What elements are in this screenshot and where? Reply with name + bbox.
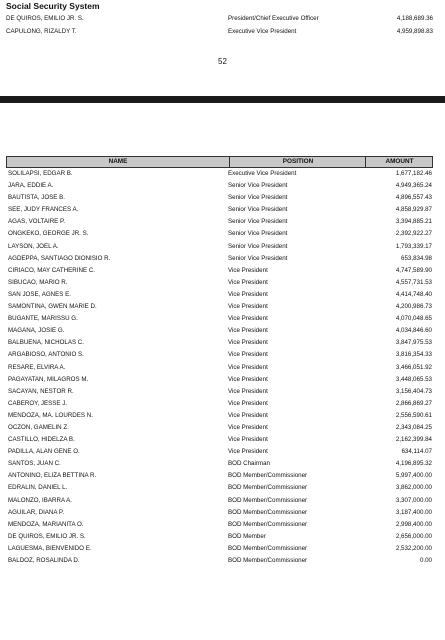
cell-position: BOD Member/Commissioner <box>228 520 308 528</box>
cell-position: Vice President <box>228 436 268 444</box>
cell-position: Vice President <box>228 351 268 359</box>
table-row <box>6 325 433 337</box>
cell-position: BOD Member/Commissioner <box>228 484 308 492</box>
cell-name: CIRIACO, MAY CATHERINE C. <box>8 266 95 274</box>
header-row-amount: 4,188,689.36 <box>396 15 433 22</box>
cell-amount: 4,070,048.65 <box>395 315 432 323</box>
column-header-amount: AMOUNT <box>365 157 433 167</box>
cell-name: CASTILLO, HIDELZA B. <box>8 436 75 444</box>
cell-amount: 2,392,922.27 <box>395 230 432 238</box>
cell-position: Vice President <box>228 387 268 395</box>
agency-title: Social Security System <box>6 1 100 11</box>
cell-position: Vice President <box>228 339 268 347</box>
table-row <box>6 337 433 349</box>
table-row <box>6 301 433 313</box>
cell-name: AGAS, VOLTAIRE P. <box>8 218 66 226</box>
cell-position: Senior Vice President <box>228 194 288 202</box>
cell-amount: 3,816,354.33 <box>395 351 432 359</box>
cell-position: Vice President <box>228 399 268 407</box>
cell-position: Senior Vice President <box>228 242 288 250</box>
cell-position: Executive Vice President <box>228 170 297 177</box>
compensation-table <box>6 156 433 567</box>
cell-amount: 2,162,399.84 <box>395 436 432 444</box>
cell-amount: 2,532,200.00 <box>395 544 432 552</box>
column-header-name: NAME <box>108 158 128 165</box>
cell-name: OCZON, GAMELIN Z. <box>8 423 69 431</box>
table-row <box>6 216 433 228</box>
cell-amount: 3,187,400.00 <box>395 508 432 516</box>
cell-amount: 3,847,975.53 <box>395 339 432 347</box>
cell-name: EDRALIN, DANIEL L. <box>8 484 68 492</box>
table-row <box>6 192 433 204</box>
cell-name: SANTOS, JUAN C. <box>8 460 61 468</box>
cell-amount: 4,747,589.90 <box>395 266 432 274</box>
cell-position: BOD Member/Commissioner <box>228 496 308 504</box>
cell-name: ARGABIOSO, ANTONIO S. <box>8 351 84 359</box>
cell-amount: 4,557,731.53 <box>395 278 432 286</box>
cell-name: AGUILAR, DIANA P. <box>8 508 64 516</box>
table-row <box>6 410 433 422</box>
cell-name: ANTONINO, ELIZA BETTINA R. <box>8 472 97 480</box>
cell-name: SEE, JUDY FRANCES A. <box>8 206 79 214</box>
cell-amount: 634,114.07 <box>401 448 432 456</box>
cell-name: RESARE, ELVIRA A. <box>8 363 66 371</box>
cell-position: Vice President <box>228 423 268 431</box>
cell-amount: 3,862,000.00 <box>395 484 432 492</box>
table-header <box>6 156 433 168</box>
table-row <box>6 458 433 470</box>
page-number: 52 <box>218 57 227 66</box>
table-row <box>6 531 433 543</box>
cell-amount: 3,448,065.53 <box>395 375 432 383</box>
table-row <box>6 422 433 434</box>
table-row <box>6 374 433 386</box>
cell-name: BALDOZ, ROSALINDA D. <box>8 557 80 564</box>
cell-position: Senior Vice President <box>228 230 288 238</box>
cell-position: BOD Member/Commissioner <box>228 544 308 552</box>
cell-name: BAUTISTA, JOSE B. <box>8 194 65 202</box>
cell-amount: 2,343,084.25 <box>395 423 432 431</box>
table-row <box>6 543 433 555</box>
table-row <box>6 180 433 192</box>
table-row <box>6 495 433 507</box>
cell-position: Senior Vice President <box>228 254 288 262</box>
cell-amount: 3,466,051.92 <box>395 363 432 371</box>
cell-position: BOD Member/Commissioner <box>228 472 308 480</box>
table-row <box>6 446 433 458</box>
cell-name: MENDOZA, MA. LOURDES N. <box>8 411 93 419</box>
cell-amount: 653,834.98 <box>401 254 432 262</box>
cell-position: Vice President <box>228 327 268 335</box>
table-row <box>6 482 433 494</box>
cell-amount: 4,896,557.43 <box>395 194 432 202</box>
column-header-position: POSITION <box>229 157 366 167</box>
cell-name: LAGUESMA, BIENVENIDO E. <box>8 544 92 552</box>
table-row <box>6 313 433 325</box>
table-row <box>6 507 433 519</box>
table-body <box>6 168 433 567</box>
cell-position: Vice President <box>228 411 268 419</box>
cell-name: MALONZO, IBARRA A. <box>8 496 72 504</box>
cell-position: Vice President <box>228 448 268 456</box>
table-row <box>6 434 433 446</box>
cell-amount: 1,677,182.46 <box>395 170 432 177</box>
cell-position: Vice President <box>228 315 268 323</box>
cell-position: Vice President <box>228 363 268 371</box>
cell-amount: 0.00 <box>419 557 432 564</box>
cell-position: Vice President <box>228 303 268 311</box>
table-row <box>6 555 433 567</box>
cell-name: ONGKEKO, GEORGE JR. S. <box>8 230 89 238</box>
table-row <box>6 398 433 410</box>
table-row <box>6 168 433 180</box>
cell-position: Vice President <box>228 266 268 274</box>
cell-name: SIBUCAO, MARIO R. <box>8 278 68 286</box>
cell-amount: 4,949,365.24 <box>395 182 432 190</box>
cell-amount: 2,866,869.27 <box>395 399 432 407</box>
cell-name: MAGANA, JOSIE G. <box>8 327 65 335</box>
cell-amount: 2,656,000.00 <box>395 532 432 540</box>
table-row <box>6 470 433 482</box>
cell-amount: 5,997,400.00 <box>395 472 432 480</box>
cell-name: JARA, EDDIE A. <box>8 182 54 190</box>
cell-amount: 4,858,929.87 <box>395 206 432 214</box>
header-row-amount: 4,959,898.83 <box>396 28 433 35</box>
cell-name: LAYSON, JOEL A. <box>8 242 59 250</box>
cell-position: Senior Vice President <box>228 206 288 214</box>
header-row-name: DE QUIROS, EMILIO JR. S. <box>6 15 84 22</box>
header-row <box>6 27 433 37</box>
table-row <box>6 228 433 240</box>
cell-amount: 2,556,590.61 <box>395 411 432 419</box>
cell-amount: 1,793,339.17 <box>395 242 432 250</box>
page-divider <box>0 96 445 103</box>
cell-amount: 3,394,885.21 <box>395 218 432 226</box>
header-row-name: CAPULONG, RIZALDY T. <box>6 28 77 35</box>
cell-amount: 4,196,895.32 <box>395 460 432 468</box>
cell-name: SACAYAN, NESTOR R. <box>8 387 74 395</box>
cell-amount: 4,034,846.60 <box>395 327 432 335</box>
table-row <box>6 253 433 265</box>
cell-name: AGDEPPA, SANTIAGO DIONISIO R. <box>8 254 111 262</box>
table-row <box>6 241 433 253</box>
cell-name: MENDOZA, MARIANITA O. <box>8 520 84 528</box>
cell-position: Vice President <box>228 290 268 298</box>
table-row <box>6 204 433 216</box>
cell-name: BALBUENA, NICHOLAS C. <box>8 339 84 347</box>
header-row-position: President/Chief Executive Officer <box>228 15 319 22</box>
table-row <box>6 265 433 277</box>
cell-name: SOLILAPSI, EDGAR B. <box>8 170 73 177</box>
cell-name: PADILLA, ALAN GENE O. <box>8 448 80 456</box>
cell-position: Senior Vice President <box>228 218 288 226</box>
cell-position: Vice President <box>228 278 268 286</box>
table-row <box>6 289 433 301</box>
cell-amount: 4,414,748.40 <box>395 290 432 298</box>
cell-name: PAGAYATAN, MILAGROS M. <box>8 375 89 383</box>
table-row <box>6 277 433 289</box>
table-row <box>6 349 433 361</box>
header-row <box>6 14 433 24</box>
cell-position: Vice President <box>228 375 268 383</box>
cell-position: BOD Member/Commissioner <box>228 508 308 516</box>
header-row-position: Executive Vice President <box>228 28 297 35</box>
cell-amount: 2,998,400.00 <box>395 520 432 528</box>
cell-name: DE QUIROS, EMILIO JR. S. <box>8 532 86 540</box>
cell-name: BUGANTE, MARISSU G. <box>8 315 78 323</box>
cell-name: SAN JOSE, AGNES E. <box>8 290 71 298</box>
table-row <box>6 362 433 374</box>
table-row <box>6 519 433 531</box>
cell-position: Senior Vice President <box>228 182 288 190</box>
cell-name: CABEROY, JESSE J. <box>8 399 68 407</box>
cell-amount: 3,156,404.73 <box>395 387 432 395</box>
cell-amount: 4,200,986.73 <box>395 303 432 311</box>
cell-position: BOD Member <box>228 532 266 540</box>
cell-amount: 3,307,000.00 <box>395 496 432 504</box>
cell-position: BOD Chairman <box>228 460 270 468</box>
table-row <box>6 386 433 398</box>
cell-name: SAMONTINA, GWEN MARIE D. <box>8 303 97 311</box>
cell-position: BOD Member/Commissioner <box>228 557 308 564</box>
